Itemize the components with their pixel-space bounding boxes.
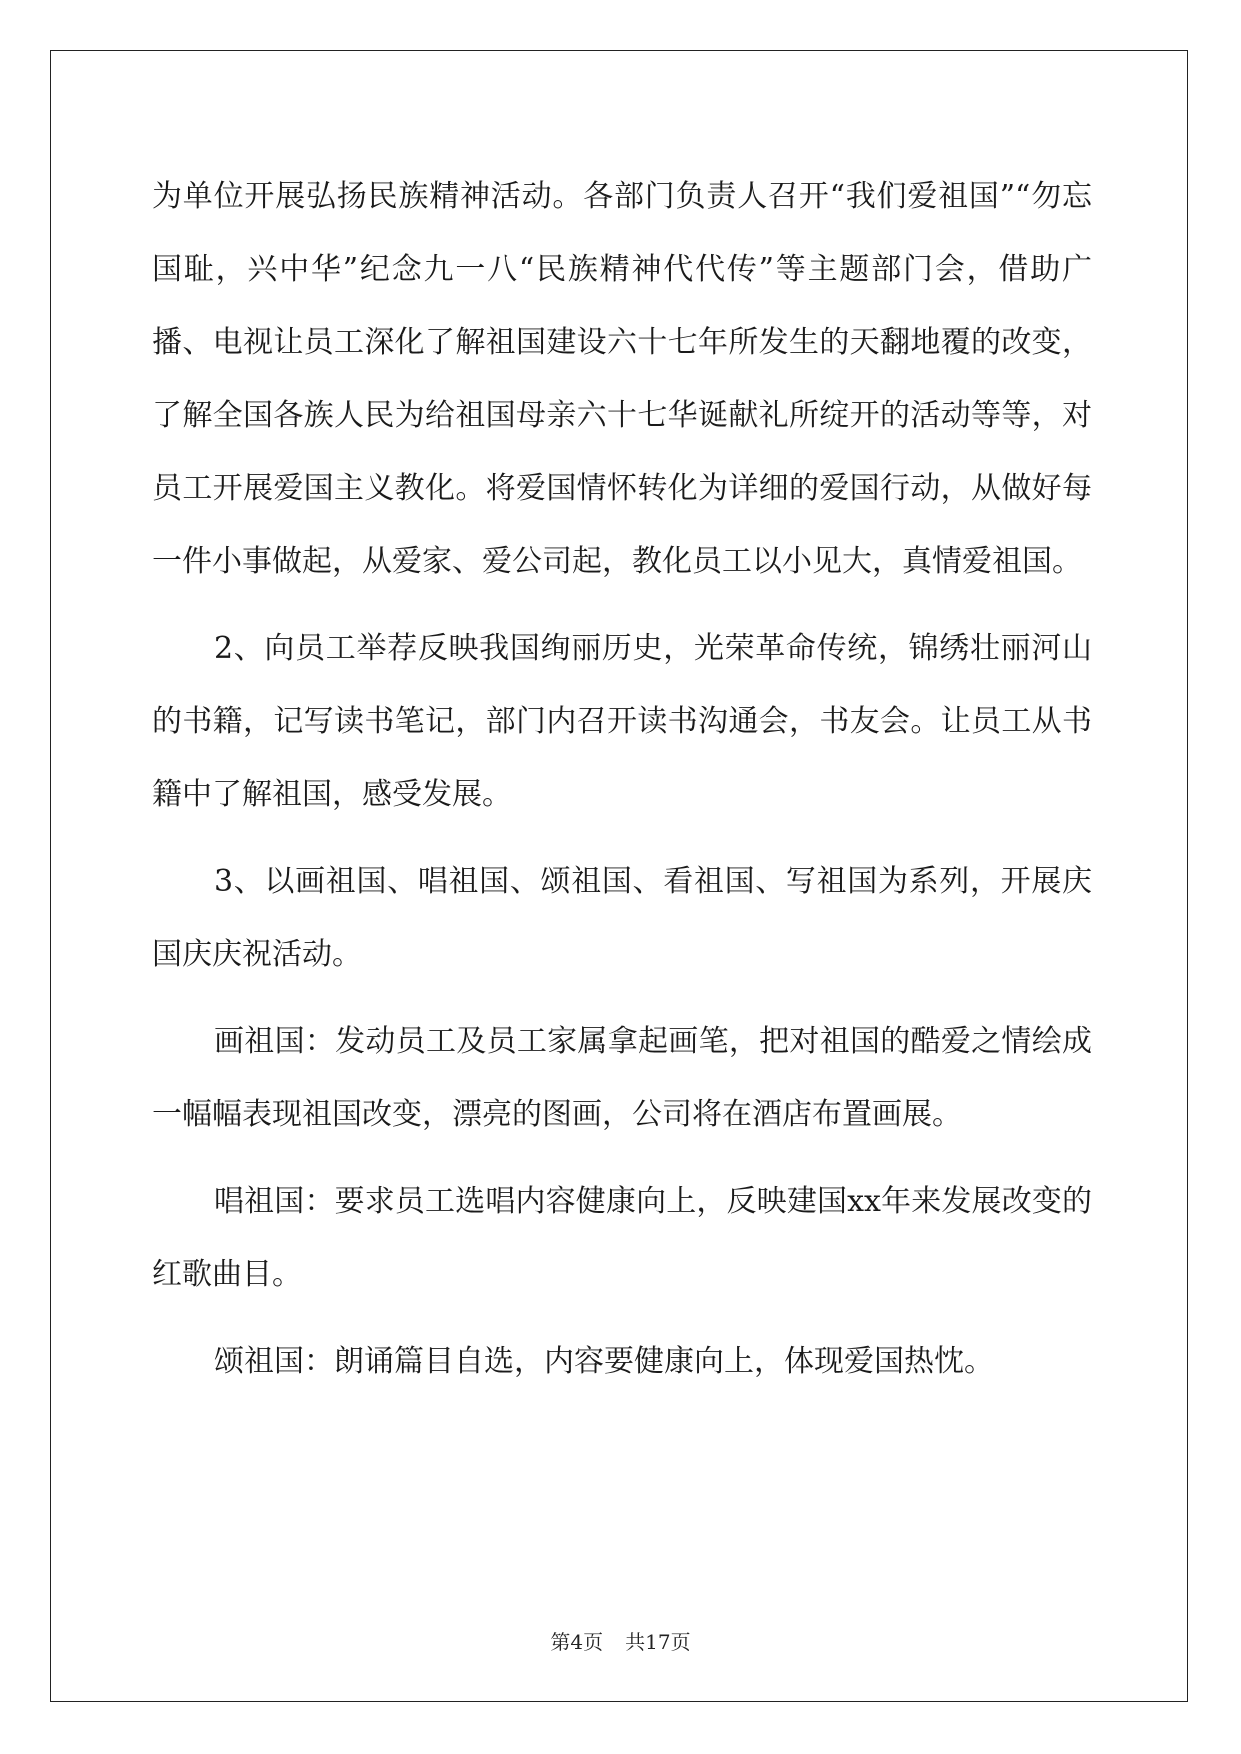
paragraph-1: 为单位开展弘扬民族精神活动。各部门负责人召开“我们爱祖国”“勿忘国耻，兴中华”纪念九一八“民族精神代代传”等主题部门会，借助广播、电视让员工深化了解祖国建设六十七年所发生的天翻地覆的改变，了解全国各族人民为给祖国母亲六十七华诞献礼所绽开的活动等等，对员工开展爱国主义教化。将爱国情怀转化为详细的爱国行动，从做好每一件小事做起，从爱家、爱公司起，教化员工以小见大，真情爱祖国。 bbox=[152, 179, 1092, 579]
paragraph-6: 颂祖国：朗诵篇目自选，内容要健康向上，体现爱国热忱。 bbox=[214, 1344, 994, 1379]
paragraph-5: 唱祖国：要求员工选唱内容健康向上，反映建国xx年来发展改变的红歌曲目。 bbox=[152, 1184, 1092, 1292]
paragraph-4: 画祖国：发动员工及员工家属拿起画笔，把对祖国的酷爱之情绘成一幅幅表现祖国改变，漂亮的图画，公司将在酒店布置画展。 bbox=[152, 1024, 1092, 1132]
page-footer bbox=[0, 1626, 1241, 1655]
paragraph-3: 3、以画祖国、唱祖国、颂祖国、看祖国、写祖国为系列，开展庆国庆庆祝活动。 bbox=[152, 864, 1092, 972]
paragraph-2: 2、向员工举荐反映我国绚丽历史，光荣革命传统，锦绣壮丽河山的书籍，记写读书笔记，部门内召开读书沟通会，书友会。让员工从书籍中了解祖国，感受发展。 bbox=[152, 631, 1092, 812]
total-pages: 共17页 bbox=[625, 1630, 691, 1654]
page-number: 第4页 bbox=[550, 1630, 604, 1654]
document-body bbox=[152, 160, 1092, 1412]
